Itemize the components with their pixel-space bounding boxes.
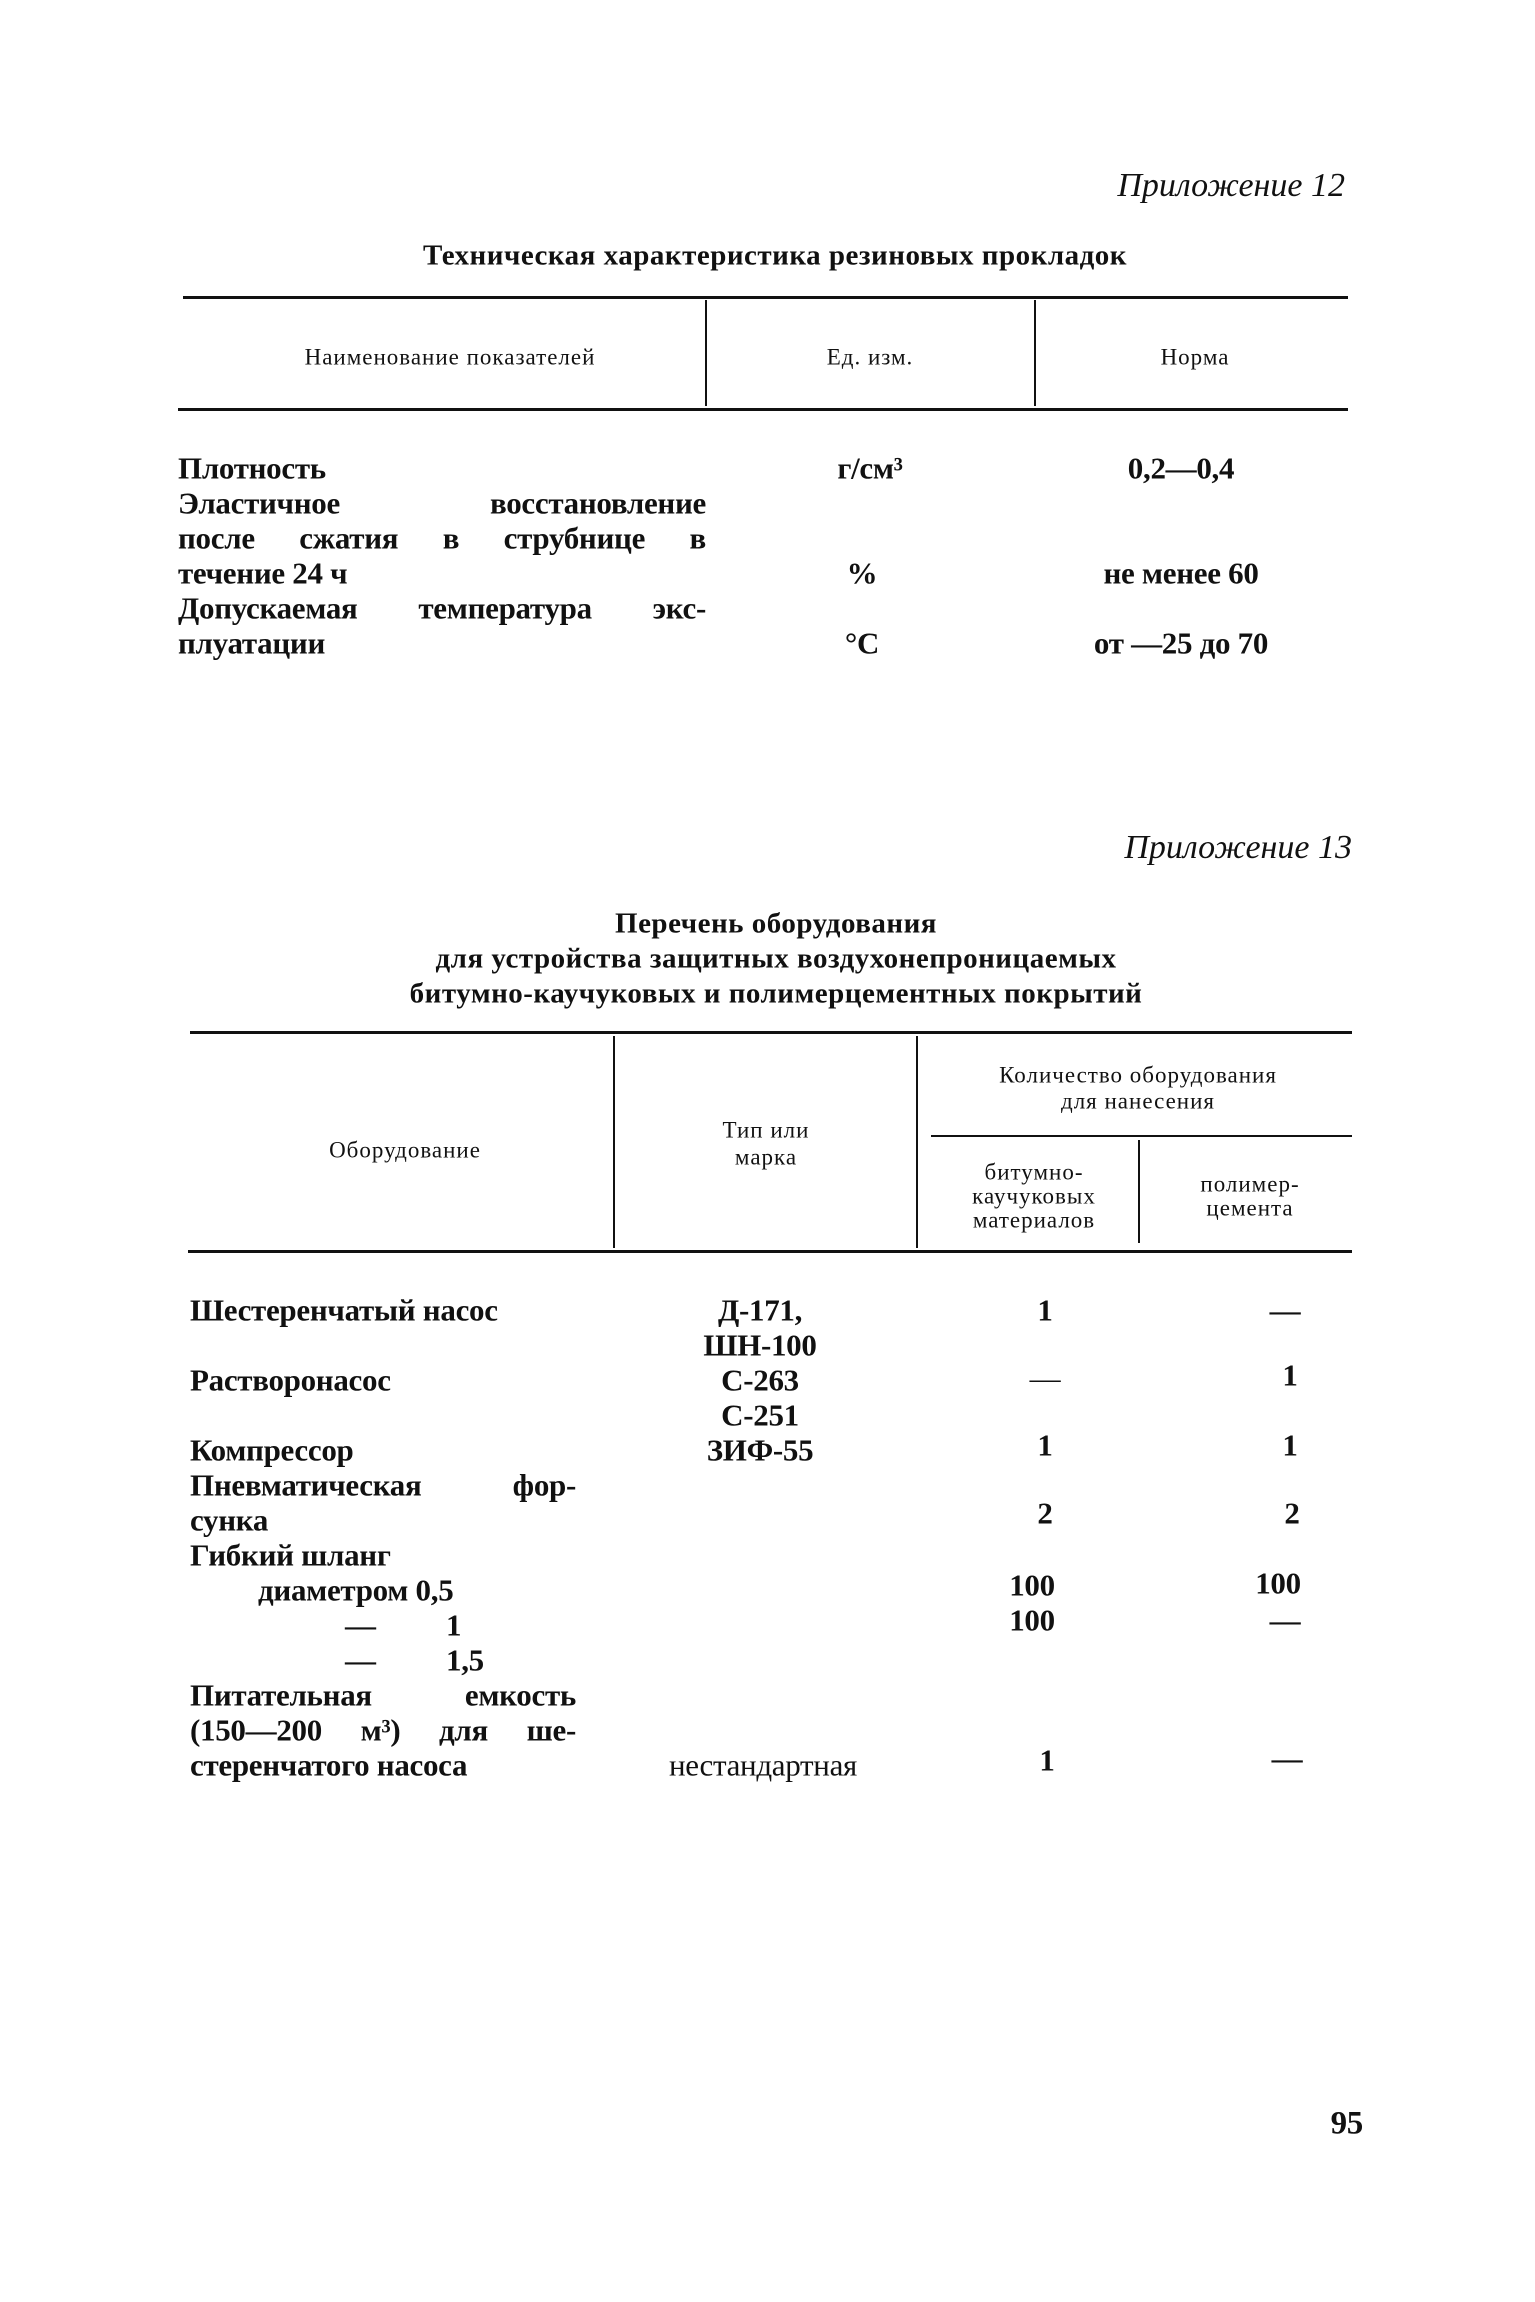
row-polymer: — [1269, 1602, 1301, 1638]
appendix-13-label: Приложение 13 [1124, 829, 1352, 866]
row-bitumen: 2 [1037, 1495, 1053, 1531]
row-name-line: плуатации [178, 625, 326, 661]
row-name-line: течение 24 ч [178, 555, 348, 591]
column-divider [1138, 1140, 1140, 1243]
appendix-13-title-line: для устройства защитных воздухонепроницаемых [435, 942, 1117, 975]
header-bitumen: каучуковых [972, 1183, 1096, 1209]
row-norm: 0,2—0,4 [1127, 450, 1235, 486]
row-bitumen: 1 [1039, 1742, 1055, 1778]
row-name-line: Гибкий шланг [190, 1537, 391, 1573]
row-polymer: 1 [1282, 1427, 1298, 1463]
row-polymer: 100 [1255, 1565, 1301, 1601]
row-bitumen: — [1029, 1360, 1061, 1396]
row-name-line: Питательная емкость [190, 1677, 576, 1713]
appendix-12-title: Техническая характеристика резиновых прокладок [423, 239, 1127, 272]
row-name-line: (150—200 м³) для ше- [190, 1712, 576, 1748]
row-polymer: 1 [1282, 1357, 1298, 1393]
row-polymer: — [1271, 1740, 1303, 1776]
row-name-line: диаметром 0,5 [258, 1572, 454, 1608]
column-divider [916, 1036, 918, 1248]
row-type: ЗИФ-55 [706, 1432, 814, 1468]
row-unit: г/см³ [837, 450, 903, 486]
row-name-line: Пневматическая фор- [190, 1467, 576, 1503]
appendix-13-title-line: битумно-каучуковых и полимерцементных покрытий [409, 977, 1143, 1010]
header-bitumen: материалов [972, 1207, 1096, 1233]
appendix-13-title-line: Перечень оборудования [615, 907, 937, 940]
header-norm: Норма [1160, 344, 1230, 370]
header-quantity: Количество оборудования [999, 1062, 1277, 1088]
row-type: С-251 [721, 1397, 799, 1433]
column-divider [1034, 300, 1036, 406]
subheader-rule [931, 1135, 1352, 1137]
row-name: Компрессор [190, 1432, 354, 1468]
row-bitumen: 1 [1037, 1427, 1053, 1463]
row-name: 1,5 [446, 1642, 484, 1678]
row-name-line: Допускаемая температура экс- [178, 590, 706, 626]
column-divider [613, 1036, 615, 1248]
header-type: Тип или [722, 1117, 810, 1143]
row-type: нестандартная [668, 1747, 858, 1783]
column-divider [705, 300, 707, 406]
row-name: 1 [446, 1607, 462, 1643]
row-name-line: сунка [190, 1502, 269, 1538]
row-type: Д-171, [717, 1292, 803, 1328]
row-bitumen: 1 [1037, 1292, 1053, 1328]
row-name-line: Эластичное восстановление [178, 485, 706, 521]
row-norm: не менее 60 [1103, 555, 1259, 591]
header-bitumen: битумно- [984, 1159, 1084, 1185]
row-dash: — [345, 1642, 376, 1678]
appendix-12-label: Приложение 12 [1117, 167, 1345, 204]
row-dash: — [345, 1607, 376, 1643]
row-norm: от —25 до 70 [1093, 625, 1269, 661]
row-name-line: стеренчатого насоса [190, 1747, 468, 1783]
header-quantity: для нанесения [1060, 1088, 1216, 1114]
page-number: 95 [1330, 2105, 1363, 2142]
header-equipment: Оборудование [329, 1137, 481, 1163]
row-name-line: после сжатия в струбнице в [178, 520, 706, 556]
row-bitumen: 100 [1009, 1602, 1055, 1638]
row-polymer: — [1269, 1292, 1301, 1328]
header-unit: Ед. изм. [826, 344, 914, 370]
table-rule-header [178, 408, 1348, 411]
row-unit: °C [844, 625, 880, 661]
row-name: Шестеренчатый насос [190, 1292, 498, 1328]
row-bitumen: 100 [1009, 1567, 1055, 1603]
row-type: ШН-100 [703, 1327, 817, 1363]
header-polymer: полимер- [1200, 1171, 1300, 1197]
header-polymer: цемента [1206, 1195, 1294, 1221]
row-polymer: 2 [1284, 1495, 1300, 1531]
header-indicator: Наименование показателей [304, 344, 596, 370]
header-type: марка [734, 1144, 798, 1170]
row-name: Растворонасос [190, 1362, 391, 1398]
table-rule-header [188, 1250, 1352, 1253]
table-rule-top [183, 296, 1348, 299]
table-rule-top [190, 1031, 1352, 1034]
row-unit: % [846, 555, 878, 591]
row-type: С-263 [721, 1362, 799, 1398]
row-name: Плотность [178, 450, 326, 486]
